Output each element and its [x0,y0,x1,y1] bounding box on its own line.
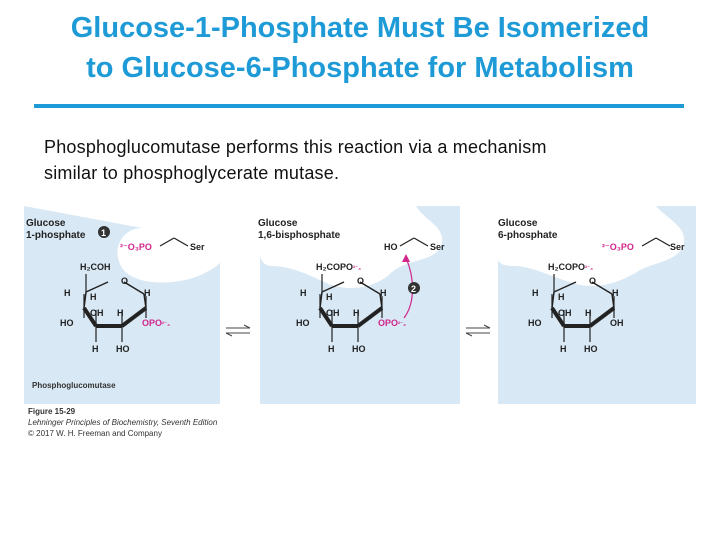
h-atom: H [612,288,619,298]
caption-book: Lehninger Principles of Biochemistry, Seventh Edition [28,418,218,427]
g1p-c1-opo3: OPO²⁻₃ [142,318,170,328]
panel-glucose-6-phosphate [498,206,696,404]
g6p-ch2: H₂COPO²⁻₃ [548,262,593,272]
step-2-number: 2 [411,284,417,294]
ho-group: HO [584,344,598,354]
ho-group: HO [116,344,130,354]
caption-figure-number: Figure 15-29 [28,407,76,416]
g16bp-name-1: Glucose [258,218,298,229]
g16bp-ho: HO [384,242,398,252]
figure-caption [28,407,218,438]
h-atom: H [92,344,99,354]
g6p-c1-oh: OH [610,318,624,328]
title-line-1: Glucose-1-Phosphate Must Be Isomerized [70,12,650,44]
ho-group: HO [296,318,310,328]
h-atom: H [300,288,307,298]
g16bp-name-2: 1,6-bisphosphate [258,230,341,241]
caption-copyright: © 2017 W. H. Freeman and Company [28,429,162,438]
h-atom: H [328,344,335,354]
slide-title [0,8,720,88]
title-line-2: to Glucose-6-Phosphate for Metabolism [86,52,634,84]
h-atom: H [117,308,124,318]
g1p-name-1: Glucose [26,218,66,229]
ho-group: HO [352,344,366,354]
g6p-ring-o: O [589,276,597,286]
g1p-name-2: 1-phosphate [26,230,86,241]
g16bp-ch2: H₂COPO²⁻₃ [316,262,361,272]
h-atom: H [326,292,333,302]
ser-label-1: Ser [190,242,205,252]
g1p-ring-o: O [121,276,129,286]
oh-group: OH [558,308,572,318]
h-atom: H [560,344,567,354]
g6p-name-2: 6-phosphate [498,230,558,241]
h-atom: H [144,288,151,298]
ho-group: HO [528,318,542,328]
body-text [44,134,684,186]
g1p-o3p: ²⁻O₃PO [120,242,152,252]
equilibrium-arrow-2 [466,325,490,336]
h-atom: H [380,288,387,298]
step-1-number: 1 [101,228,107,238]
enzyme-label: Phosphoglucomutase [32,381,116,390]
g6p-o3p: ²⁻O₃PO [602,242,634,252]
h-atom: H [532,288,539,298]
ser-label-3: Ser [670,242,685,252]
oh-group: OH [326,308,340,318]
ho-group: HO [60,318,74,328]
h-atom: H [585,308,592,318]
g16bp-ring-o: O [357,276,365,286]
h-atom: H [64,288,71,298]
reaction-figure [24,206,696,446]
g16bp-c1-opo3: OPO²⁻₃ [378,318,406,328]
title-divider [34,104,684,108]
g1p-ch2oh: H₂COH [80,262,111,272]
h-atom: H [90,292,97,302]
h-atom: H [353,308,360,318]
panel-glucose-1-6-bisphosphate [258,206,460,404]
oh-group: OH [90,308,104,318]
body-line-2: similar to phosphoglycerate mutase. [44,163,340,183]
equilibrium-arrow-1 [226,325,250,336]
body-line-1: Phosphoglucomutase performs this reaction via a mechanism [44,137,547,157]
h-atom: H [558,292,565,302]
ser-label-2: Ser [430,242,445,252]
g6p-name-1: Glucose [498,218,538,229]
panel-glucose-1-phosphate [24,206,220,404]
